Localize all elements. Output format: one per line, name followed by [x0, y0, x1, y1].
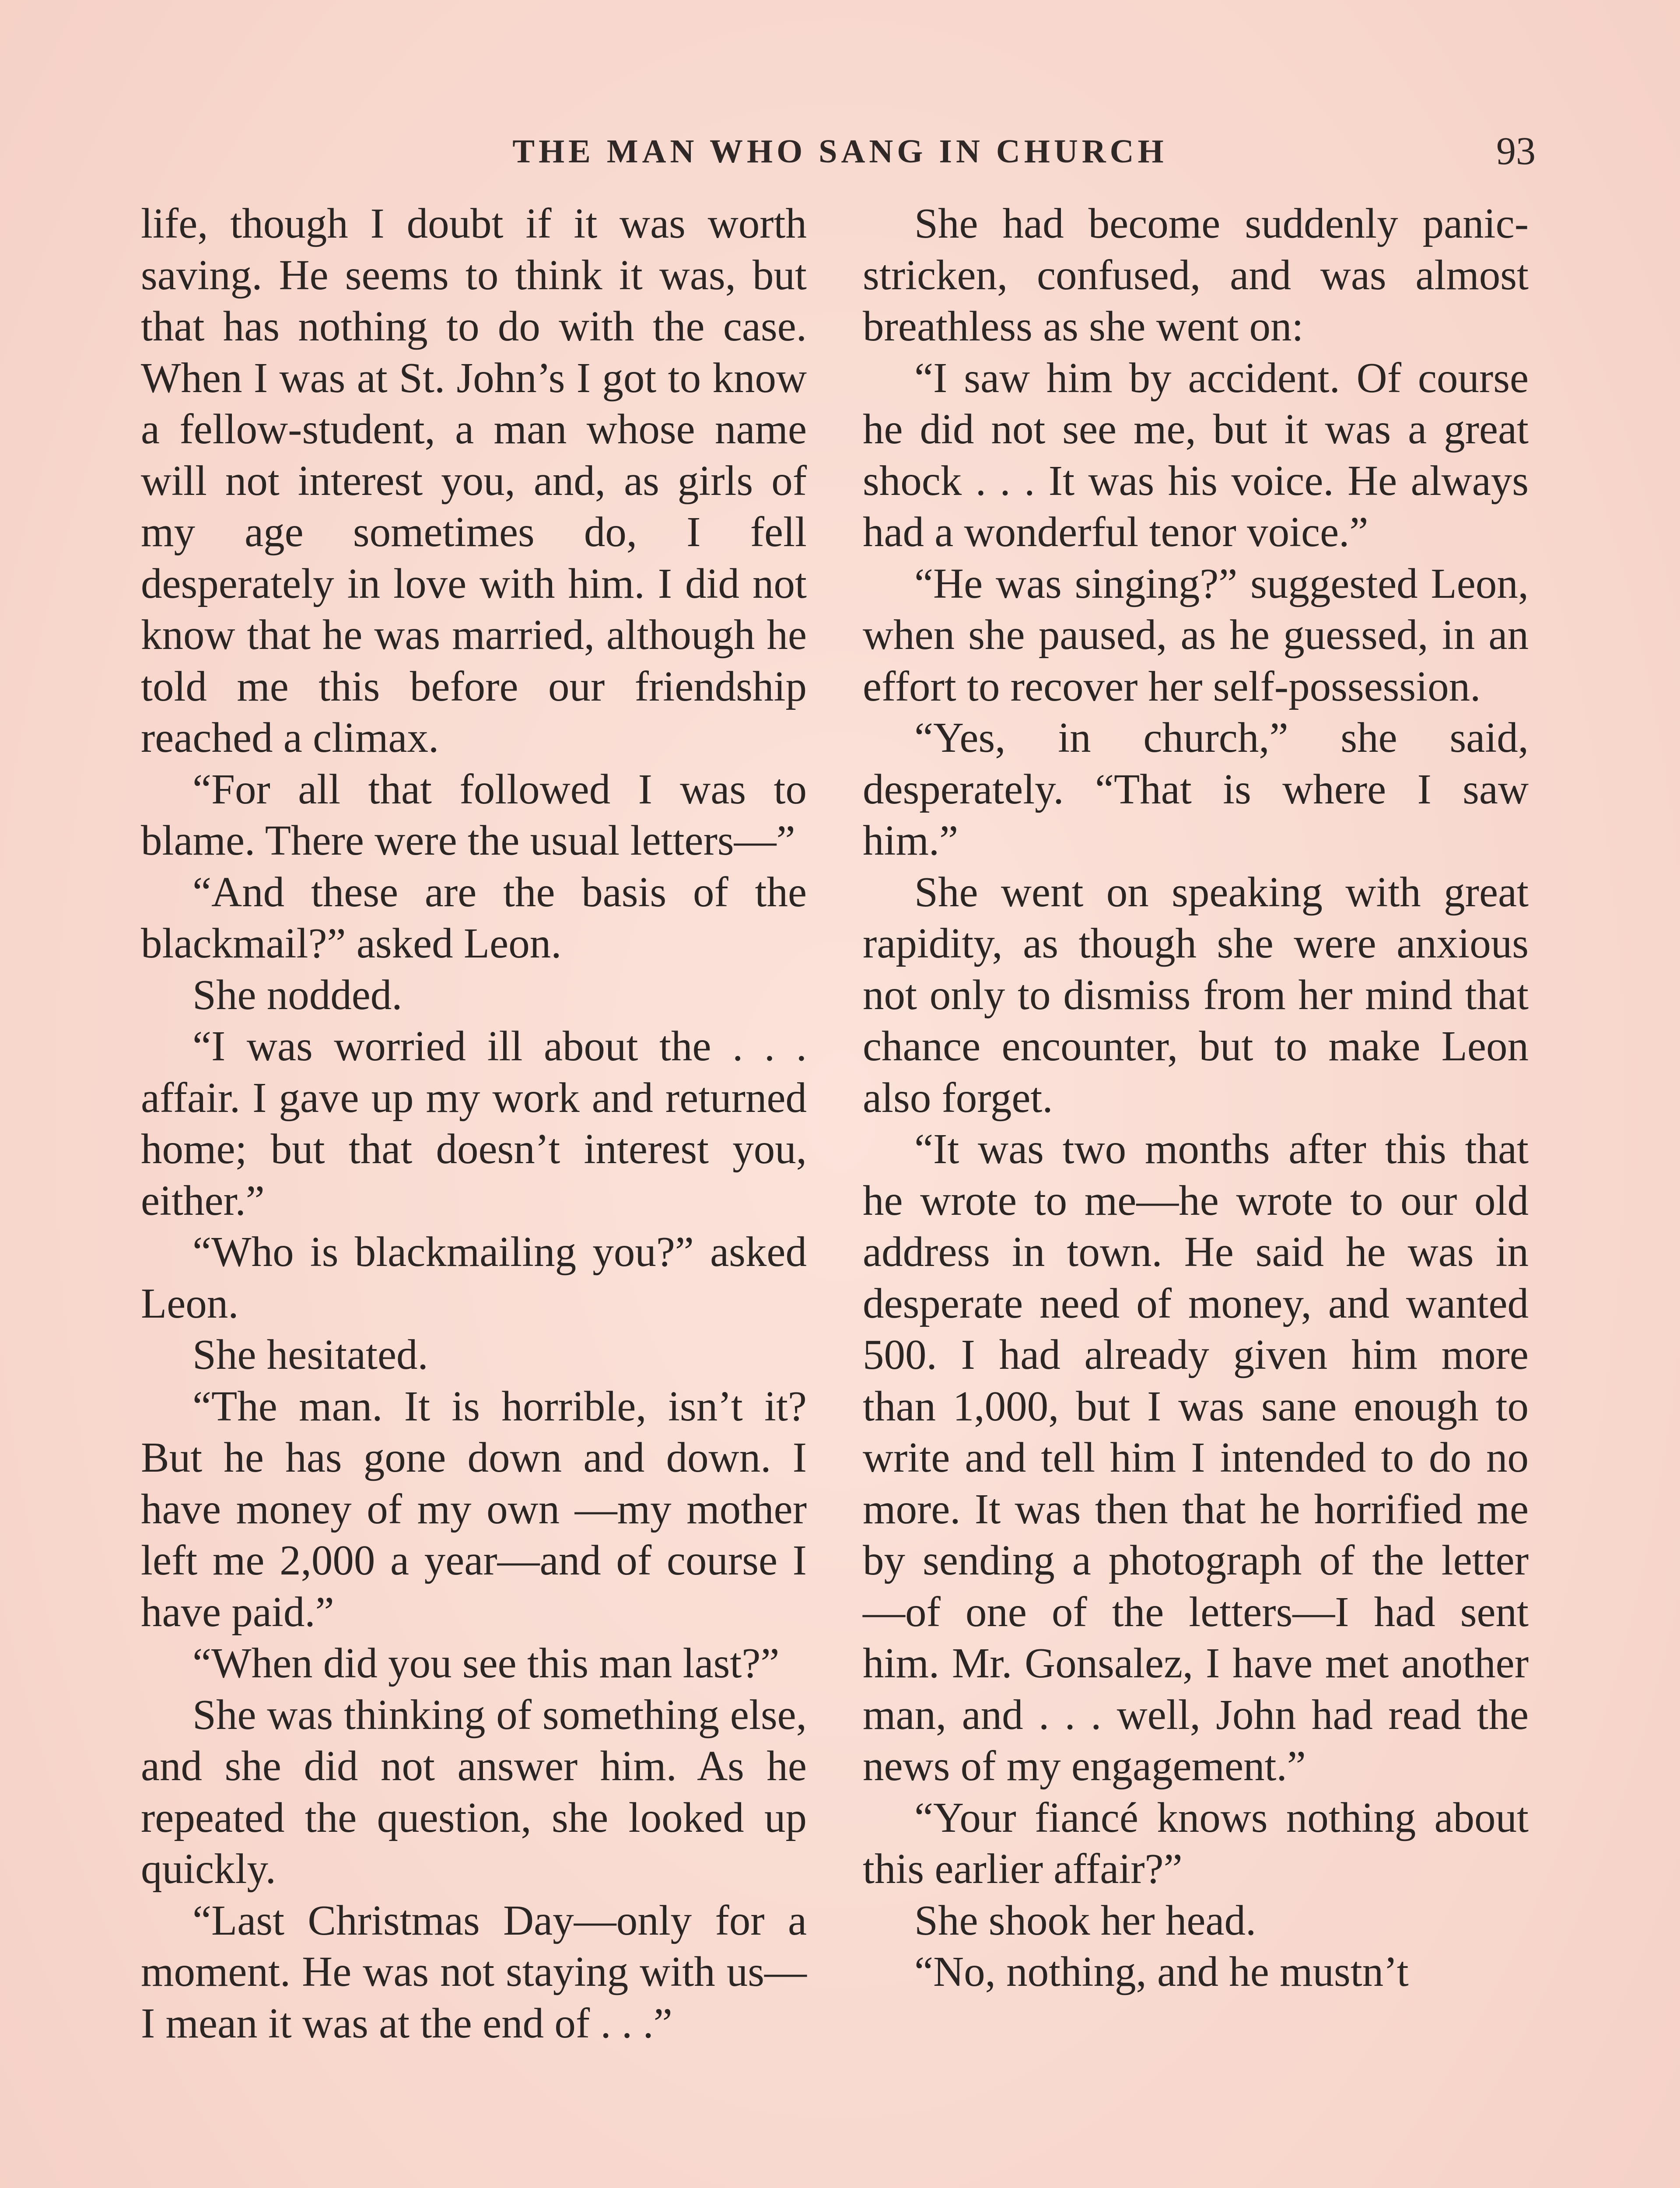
paragraph: She was thinking of something else, and she did not answer him. As he repeated the question, she looked up quickly.: [141, 1691, 807, 1892]
paragraph: “He was singing?” suggested Leon, when she paused, as he guessed, in an effort to recover her self-possession.: [863, 560, 1529, 710]
page-number: 93: [1496, 130, 1536, 173]
paragraph: “When did you see this man last?”: [192, 1640, 780, 1687]
paragraph: She hesitated.: [192, 1331, 428, 1378]
paragraph: She went on speaking with great rapidity, as though she were anxious not only to dismiss from her mind that chance encounter, but to make Leon also forget.: [863, 868, 1529, 1121]
paragraph: “Who is blackmailing you?” asked Leon.: [141, 1228, 807, 1327]
paragraph: “Yes, in church,” she said, desperately. “That is where I saw him.”: [863, 714, 1529, 864]
paragraph: “Last Christmas Day—only for a moment. He was not staying with us—I mean it was at the end of . . .”: [141, 1897, 807, 2047]
paragraph: She shook her head.: [914, 1897, 1256, 1944]
running-title: THE MAN WHO SANG IN CHURCH: [512, 133, 1168, 170]
paragraph: “The man. It is horrible, isn’t it? But he has gone down and down. I have money of my own —my mother left me 2,000 a year—and of course I have paid.”: [141, 1382, 807, 1635]
paragraph: “I was worried ill about the . . . affair. I gave up my work and returned home; but that doesn’t interest you, either.”: [141, 1023, 807, 1224]
left-column: [141, 198, 807, 2049]
running-head: [144, 125, 1536, 178]
paragraph: She nodded.: [192, 971, 402, 1018]
paragraph: “Your fiancé knows nothing about this earlier affair?”: [863, 1794, 1529, 1892]
paragraph: “For all that followed I was to blame. There were the usual letters—”: [141, 765, 807, 864]
paragraph: She had become suddenly panic-stricken, confused, and was almost breathless as she went on:: [863, 200, 1529, 350]
paragraph: “And these are the basis of the blackmail?” asked Leon.: [141, 868, 807, 967]
paragraph: life, though I doubt if it was worth saving. He seems to think it was, but that has nothing to do with the case. When I was at St. John’s I got to know a fellow-student, a man whose name will not interest you, and, as girls of my age sometimes do, I fell desperately in love with him. I did not know that he was married, although he told me this before our friendship reached a climax.: [141, 200, 807, 761]
paragraph: “It was two months after this that he wrote to me—he wrote to our old address in town. He said he was in desperate need of money, and wanted 500. I had already given him more than 1,000, but I was sane enough to write and tell him I intended to do no more. It was then that he horrified me by sending a photograph of the letter—of one of the letters—I had sent him. Mr. Gonsalez, I have met another man, and . . . well, John had read the news of my engagement.”: [863, 1126, 1529, 1789]
paragraph: “No, nothing, and he mustn’t: [914, 1948, 1409, 1995]
paragraph: “I saw him by accident. Of course he did not see me, but it was a great shock . . . It was his voice. He always had a wonderful tenor voice.”: [863, 354, 1529, 555]
right-column: [863, 198, 1529, 1998]
